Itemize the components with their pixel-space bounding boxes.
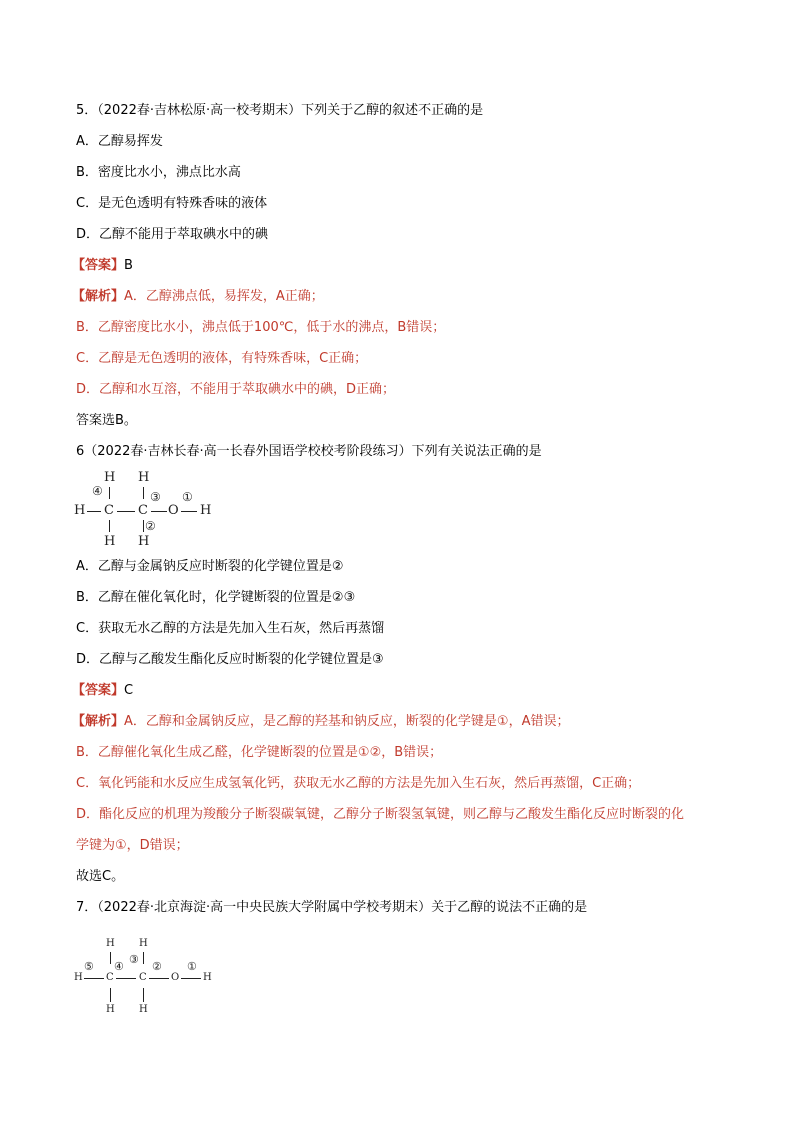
bond-line [181,511,197,512]
q6-analysis-line-3: C．氧化钙能和水反应生成氢氧化钙，获取无水乙醇的方法是先加入生石灰，然后再蒸馏，C正确； [76,776,641,791]
atom-h: H [104,470,116,485]
bond-label-3: ③ [129,953,139,966]
bond-label-5: ⑤ [84,960,94,973]
answer-tag: 【答案】 [72,683,125,698]
atom-c: C [106,972,114,983]
bond-label-1: ① [182,490,193,504]
bond-line [116,978,136,979]
atom-h: H [139,1004,148,1015]
q6-analysis-line-1 [72,713,569,731]
bond-line [143,952,144,964]
q5-analysis-line-4: D．乙醇和水互溶，不能用于萃取碘水中的碘，D正确； [76,382,396,397]
atom-h: H [203,972,212,983]
bond-line [87,511,101,512]
q5-answer [72,257,133,275]
atom-h: H [74,503,86,518]
bond-label-3: ③ [150,490,161,504]
atom-h: H [74,972,83,983]
q6-option-a: A．乙醇与金属钠反应时断裂的化学键位置是② [76,559,344,574]
q7-stem: 7．（2022春·北京海淀·高一中央民族大学附属中学校考期末）关于乙醇的说法不正确的是 [76,900,588,915]
bond-line [117,511,135,512]
q6-answer [72,682,133,700]
q5-analysis-line-1 [72,288,324,306]
bond-line [84,978,104,979]
q7-ethanol-structure [70,936,230,1018]
bond-label-2: ② [145,519,156,533]
bond-line [151,511,167,512]
q5-conclusion: 答案选B。 [76,413,137,428]
q6-option-c: C．获取无水乙醇的方法是先加入生石灰，然后再蒸馏 [76,621,385,636]
atom-c: C [139,972,147,983]
atom-h: H [200,503,212,518]
atom-h: H [139,938,148,949]
q5-option-d: D．乙醇不能用于萃取碘水中的碘 [76,227,269,242]
q6-stem: 6（2022春·吉林长春·高一长春外国语学校校考阶段练习）下列有关说法正确的是 [76,444,542,459]
q6-ethanol-structure [70,468,230,550]
bond-line [109,487,110,499]
atom-h: H [138,470,150,485]
atom-h: H [106,1004,115,1015]
bond-line [143,988,144,1002]
bond-line [110,988,111,1002]
analysis-tag: 【解析】 [72,289,125,304]
atom-o: O [171,972,180,983]
q6-conclusion: 故选C。 [76,869,125,884]
q5-analysis-line-2: B．乙醇密度比水小，沸点低于100℃，低于水的沸点，B错误； [76,320,446,335]
q6-analysis-line-2: B．乙醇催化氧化生成乙醛，化学键断裂的位置是①②，B错误； [76,745,443,760]
atom-h: H [138,534,150,549]
bond-label-2: ② [152,960,162,973]
atom-c: C [138,503,148,518]
q5-stem: 5．（2022春·吉林松原·高一校考期末）下列关于乙醇的叙述不正确的是 [76,103,484,118]
q5-option-b: B．密度比水小，沸点比水高 [76,165,241,180]
answer-value: B [124,258,133,273]
answer-tag: 【答案】 [72,258,125,273]
atom-h: H [106,938,115,949]
bond-label-4: ④ [114,960,124,973]
analysis-text: A．乙醇沸点低，易挥发，A正确； [124,289,324,304]
bond-line [143,487,144,499]
bond-line [109,520,110,532]
bond-line [181,978,201,979]
bond-line [110,952,111,964]
analysis-tag: 【解析】 [72,714,125,729]
q6-option-d: D．乙醇与乙酸发生酯化反应时断裂的化学键位置是③ [76,652,384,667]
bond-line [149,978,169,979]
analysis-text: A．乙醇和金属钠反应，是乙醇的羟基和钠反应，断裂的化学键是①，A错误； [124,714,570,729]
bond-label-1: ① [187,960,197,973]
q5-option-c: C．是无色透明有特殊香味的液体 [76,196,268,211]
q5-option-a: A．乙醇易挥发 [76,134,163,149]
q6-option-b: B．乙醇在催化氧化时，化学键断裂的位置是②③ [76,590,356,605]
bond-label-4: ④ [92,484,103,498]
q5-analysis-line-3: C．乙醇是无色透明的液体，有特殊香味，C正确； [76,351,368,366]
atom-h: H [104,534,116,549]
answer-value: C [124,683,134,698]
atom-c: C [104,503,114,518]
atom-o: O [168,503,179,518]
q6-analysis-line-5: 学键为①，D错误； [76,838,189,853]
q6-analysis-line-4: D．酯化反应的机理为羧酸分子断裂碳氧键，乙醇分子断裂氢氧键，则乙醇与乙酸发生酯化反应时断裂的化 [76,807,685,822]
bond-line [143,520,144,532]
